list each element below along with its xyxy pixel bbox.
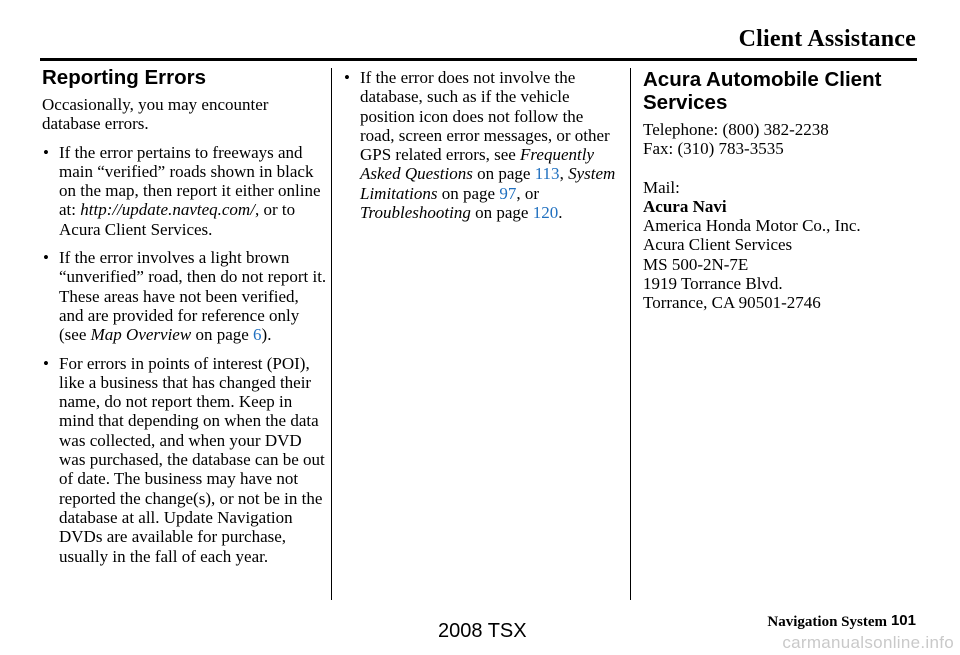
separator-text: , or (516, 183, 539, 203)
address-street: 1919 Torrance Blvd. (643, 274, 783, 294)
page-link-97[interactable]: 97 (499, 183, 517, 203)
separator-text: , (559, 164, 569, 184)
on-page-text: on page (470, 203, 533, 223)
left-column (42, 66, 327, 575)
bullet-text-tail: , or to Acura Client Services. (59, 200, 296, 239)
navteq-url[interactable]: http://update.navteq.com/ (80, 200, 255, 220)
bullet-text: If the error pertains to freeways and main “verified” roads shown in black on the map, then report it either online at: (59, 142, 321, 220)
list-item (42, 143, 327, 239)
bullet-icon: • (43, 142, 49, 162)
bullet-icon: • (344, 68, 350, 87)
error-bullet-list (42, 143, 327, 566)
bullet-text: For errors in points of interest (POI), like a business that has changed their name, do not report them. Keep in mind that depending on when the data was collected, and when your DVD was purchased, the database can be out of date. The business may have not reported the change(s), or not be in the database at all. Update Navigation DVDs are available for purchase, usually in the fall of each year. (59, 353, 325, 566)
on-page-text: on page (191, 325, 254, 345)
middle-column (343, 68, 620, 231)
system-limitations-ref: System Limitations (360, 164, 616, 203)
address-dept: Acura Client Services (643, 235, 793, 255)
on-page-text: on page (472, 164, 535, 184)
page-link-113[interactable]: 113 (534, 164, 560, 184)
bullet-text-tail: ). (261, 325, 272, 345)
bullet-icon: • (43, 248, 49, 268)
gps-bullet-list (343, 68, 620, 222)
page-link-120[interactable]: 120 (532, 203, 559, 223)
footer-label: Navigation System (767, 614, 887, 630)
column-divider-left (331, 68, 332, 600)
page-number: 101 (890, 612, 916, 629)
period-text: . (558, 203, 563, 223)
list-item (42, 354, 327, 566)
address-city: Torrance, CA 90501-2746 (643, 293, 821, 313)
header-rule (40, 58, 917, 61)
column-divider-right (630, 68, 631, 600)
faq-ref: Frequently Asked Questions (360, 145, 594, 184)
spacer (643, 159, 913, 178)
bullet-text: If the error involves a light brown “unverified” road, then do not report it. These areas have not been verified, and are provided for reference only (see (59, 248, 327, 345)
page-link-6[interactable]: 6 (253, 325, 262, 345)
address-company: America Honda Motor Co., Inc. (643, 216, 861, 236)
reporting-errors-heading: Reporting Errors (42, 66, 207, 89)
bullet-icon: • (43, 353, 49, 373)
model-watermark: 2008 TSX (438, 620, 527, 642)
address-name: Acura Navi (643, 196, 727, 216)
telephone-line: Telephone: (800) 382-2238 (643, 120, 829, 139)
page-header-title: Client Assistance (738, 26, 916, 52)
intro-paragraph: Occasionally, you may encounter database errors. (42, 95, 269, 134)
map-overview-ref: Map Overview (90, 325, 192, 345)
client-services-heading: Acura Automobile Client Services (643, 68, 882, 114)
bullet-text: If the error does not involve the database, such as if the vehicle position icon does not follow the road, screen error messages, or other GPS related errors, see (360, 68, 610, 165)
right-column (643, 68, 913, 313)
list-item (42, 248, 327, 344)
fax-line: Fax: (310) 783-3535 (643, 139, 784, 159)
list-item (343, 68, 620, 222)
mail-label: Mail: (643, 177, 680, 197)
address-ms: MS 500-2N-7E (643, 254, 749, 274)
troubleshooting-ref: Troubleshooting (360, 203, 471, 223)
site-watermark: carmanualsonline.info (782, 633, 954, 652)
on-page-text: on page (437, 183, 500, 203)
